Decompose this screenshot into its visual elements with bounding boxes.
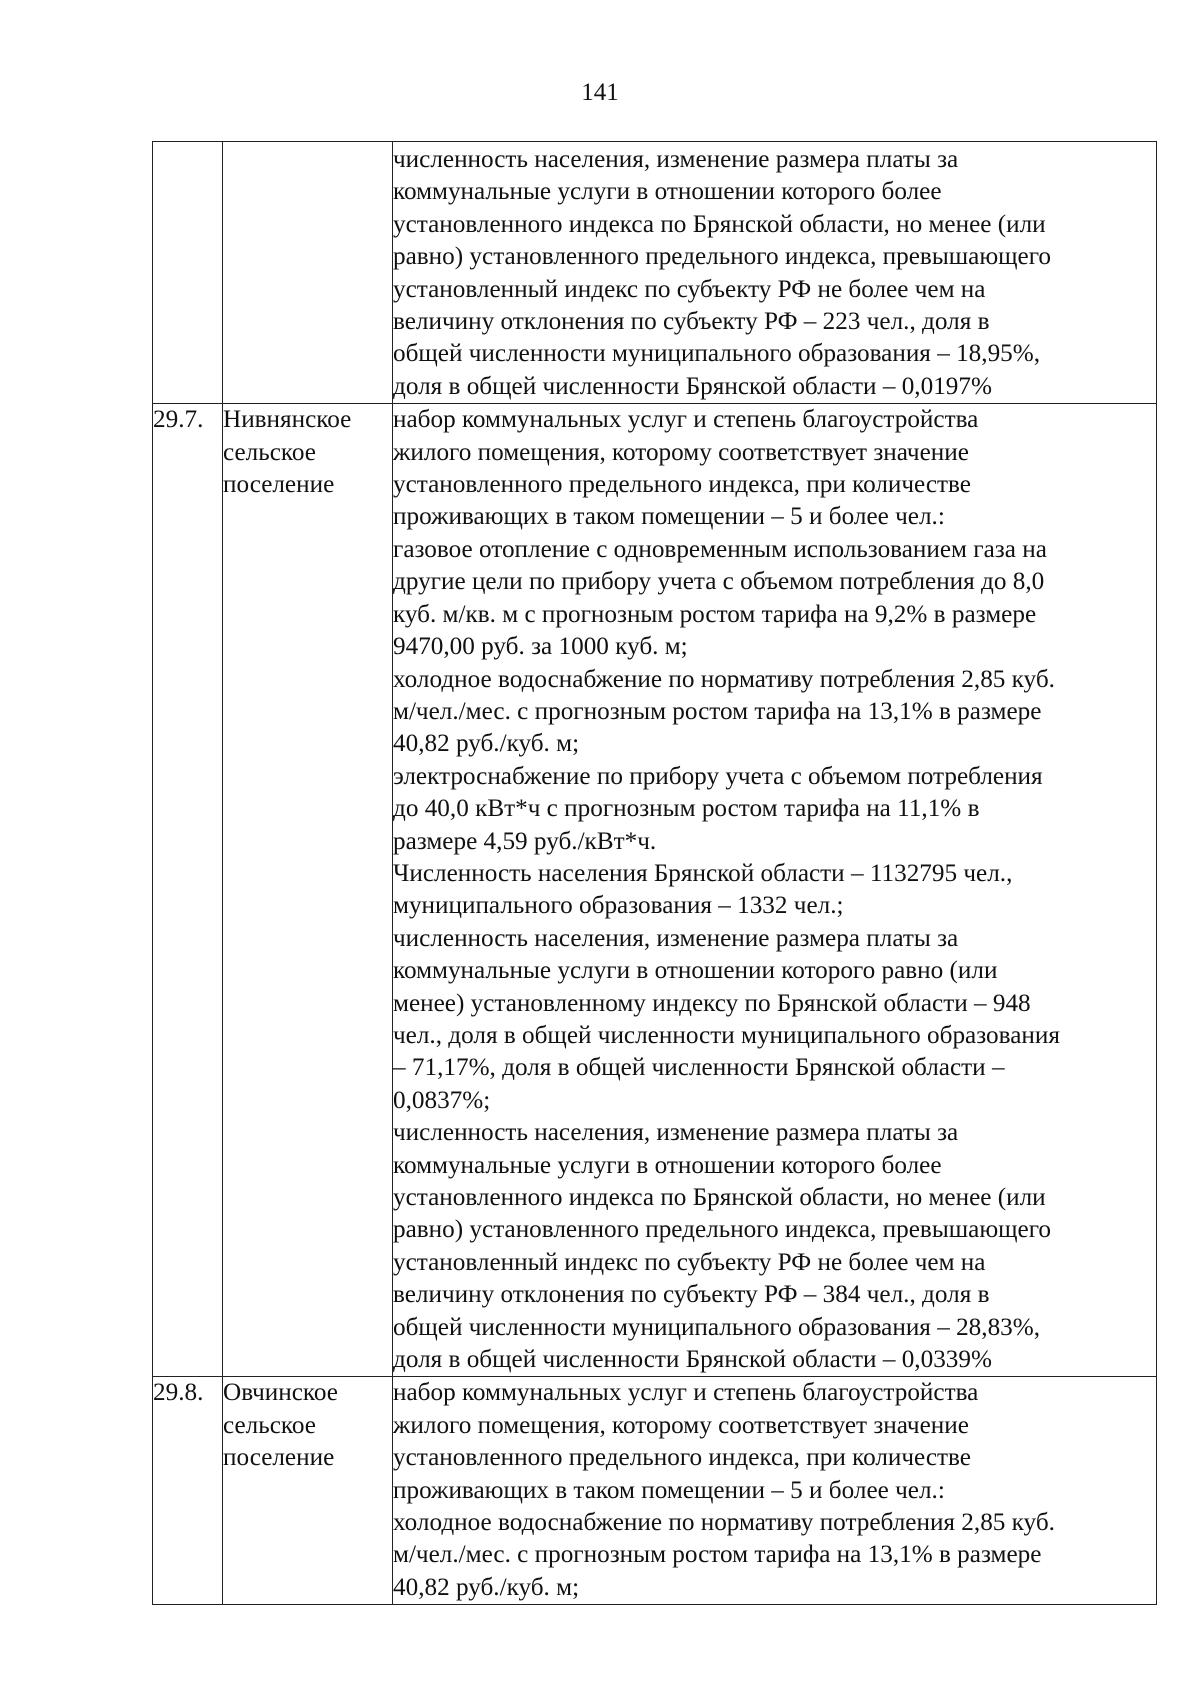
description-line: коммунальные услуги в отношении которого более — [393, 1151, 942, 1179]
settlement-name-line: сельское — [223, 438, 316, 466]
description-line: другие цели по прибору учета с объемом потребления до 8,0 — [393, 568, 1045, 596]
settlement-name-cell — [223, 404, 393, 1377]
description-line: общей численности муниципального образования – 18,95%, — [393, 340, 1041, 368]
settlement-name-line: поселение — [223, 1444, 335, 1472]
settlement-name-line: Нивнянское — [223, 406, 352, 434]
description-line: установленный индекс по субъекту РФ не более чем на — [393, 275, 986, 303]
description-cell — [393, 142, 1157, 404]
tariff-table-body — [153, 142, 1157, 1605]
description-line: установленного предельного индекса, при количестве — [393, 471, 971, 499]
description-line: коммунальные услуги в отношении которого более — [393, 178, 942, 206]
description-line: набор коммунальных услуг и степень благоустройства — [393, 406, 979, 434]
description-line: равно) установленного предельного индекса, превышающего — [393, 1216, 1052, 1244]
description-line: м/чел./мес. с прогнозным ростом тарифа на 13,1% в размере — [393, 697, 1042, 725]
description-line: набор коммунальных услуг и степень благоустройства — [393, 1379, 979, 1407]
description-line: численность населения, изменение размера платы за — [393, 146, 959, 173]
description-line: равно) установленного предельного индекса, превышающего — [393, 243, 1052, 271]
description-line: м/чел./мес. с прогнозным ростом тарифа на 13,1% в размере — [393, 1541, 1042, 1569]
row-number-cell — [153, 142, 223, 404]
description-line: установленный индекс по субъекту РФ не более чем на — [393, 1248, 986, 1276]
settlement-name-line: поселение — [223, 471, 335, 499]
description-line: проживающих в таком помещении – 5 и более чел.: — [393, 1476, 945, 1504]
description-line: установленного индекса по Брянской области, но менее (или — [393, 210, 1046, 238]
row-number-cell: 29.7. — [153, 404, 223, 1377]
description-line: размере 4,59 руб./кВт*ч. — [393, 827, 657, 855]
description-line: Численность населения Брянской области – 1132795 чел., — [393, 859, 1013, 887]
description-line: чел., доля в общей численности муниципального образования — [393, 1021, 1060, 1049]
description-line: величину отклонения по субъекту РФ – 223 чел., доля в — [393, 308, 990, 336]
description-line: доля в общей численности Брянской области – 0,0197% — [393, 372, 992, 400]
description-line: коммунальные услуги в отношении которого равно (или — [393, 957, 998, 985]
description-line: установленного индекса по Брянской области, но менее (или — [393, 1184, 1046, 1211]
description-line: жилого помещения, которому соответствует значение — [393, 438, 969, 466]
description-line: электроснабжение по прибору учета с объемом потребления — [393, 762, 1043, 790]
tariff-table — [152, 141, 1157, 1605]
description-line: доля в общей численности Брянской области – 0,0339% — [393, 1346, 992, 1374]
description-line: жилого помещения, которому соответствует значение — [393, 1411, 969, 1439]
table-row — [153, 1377, 1157, 1605]
row-number-cell: 29.8. — [153, 1377, 223, 1605]
description-line: – 71,17%, доля в общей численности Брянской области – — [393, 1054, 1005, 1082]
settlement-name-line: Овчинское — [223, 1379, 338, 1407]
table-row — [153, 142, 1157, 404]
description-line: общей численности муниципального образования – 28,83%, — [393, 1313, 1041, 1341]
description-line: 40,82 руб./куб. м; — [393, 730, 580, 758]
settlement-name-cell — [223, 1377, 393, 1605]
description-line: холодное водоснабжение по нормативу потребления 2,85 куб. — [393, 665, 1055, 693]
description-line: численность населения, изменение размера платы за — [393, 1119, 959, 1147]
description-line: газовое отопление с одновременным использованием газа на — [393, 535, 1047, 563]
description-cell — [393, 1377, 1157, 1605]
settlement-name-cell — [223, 142, 393, 404]
settlement-name-line: сельское — [223, 1411, 316, 1439]
description-line: муниципального образования – 1332 чел.; — [393, 892, 844, 920]
page-number: 141 — [581, 79, 619, 106]
description-line: 9470,00 руб. за 1000 куб. м; — [393, 633, 688, 661]
description-line: величину отклонения по субъекту РФ – 384 чел., доля в — [393, 1281, 990, 1309]
description-cell — [393, 404, 1157, 1377]
description-line: численность населения, изменение размера платы за — [393, 924, 959, 952]
description-line: до 40,0 кВт*ч с прогнозным ростом тарифа на 11,1% в — [393, 795, 980, 823]
description-line: менее) установленному индексу по Брянской области – 948 — [393, 989, 1031, 1017]
description-line: 0,0837%; — [393, 1086, 491, 1114]
description-line: 40,82 руб./куб. м; — [393, 1573, 580, 1601]
table-row — [153, 404, 1157, 1377]
description-line: холодное водоснабжение по нормативу потребления 2,85 куб. — [393, 1509, 1055, 1537]
description-line: установленного предельного индекса, при количестве — [393, 1444, 971, 1472]
description-line: проживающих в таком помещении – 5 и более чел.: — [393, 503, 945, 531]
description-line: куб. м/кв. м с прогнозным ростом тарифа на 9,2% в размере — [393, 600, 1037, 628]
